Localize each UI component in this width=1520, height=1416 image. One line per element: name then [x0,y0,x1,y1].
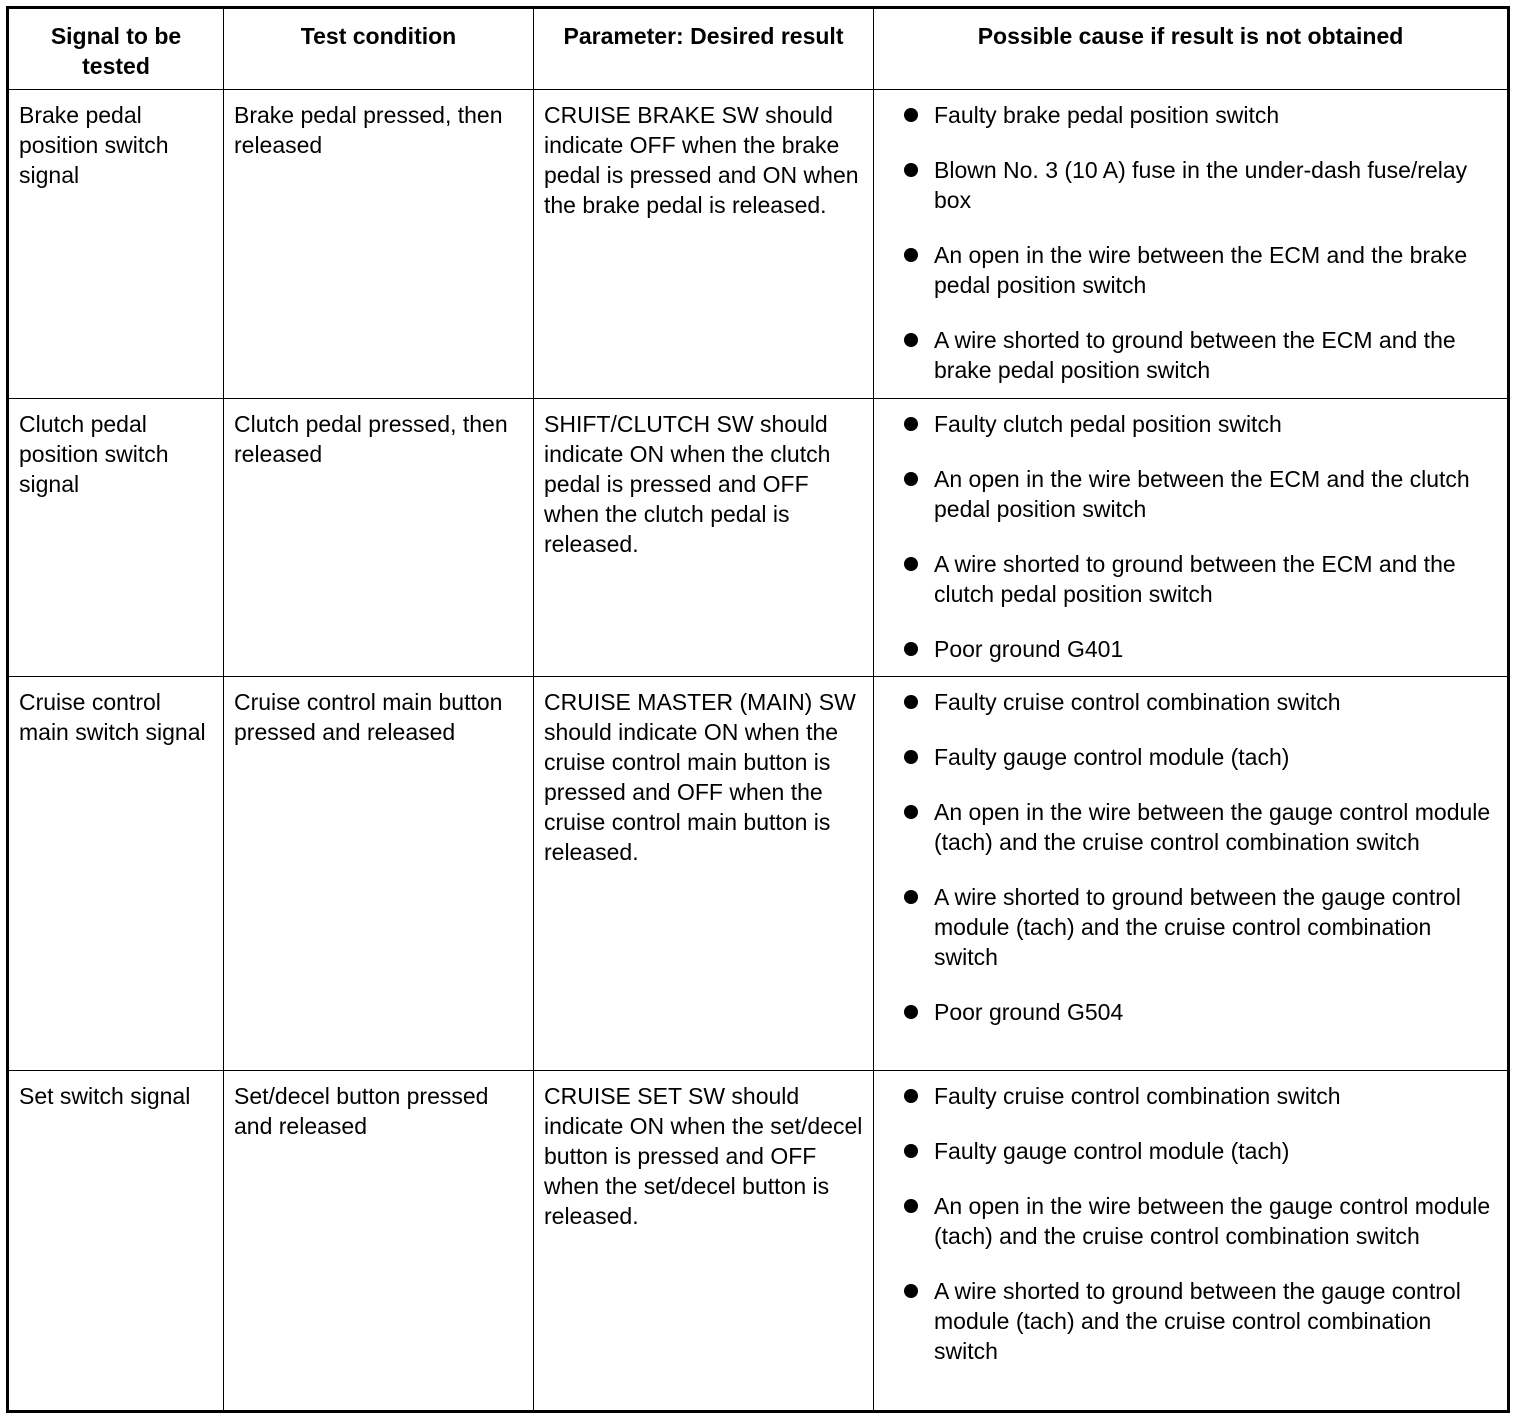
result-cell: SHIFT/CLUTCH SW should indicate ON when the clutch pedal is pressed and OFF when the clutch pedal is released. [534,399,874,677]
bullet-icon [904,557,918,571]
cause-list [884,687,1497,1027]
cause-item [884,155,1497,215]
bullet-icon [904,750,918,764]
cause-text: Poor ground G401 [934,636,1124,662]
table-header [8,8,1509,90]
causes-cell [874,399,1509,677]
bullet-icon [904,248,918,262]
cause-text: Faulty gauge control module (tach) [934,1138,1290,1164]
bullet-icon [904,108,918,122]
cause-item [884,1136,1497,1166]
bullet-icon [904,890,918,904]
cause-text: Blown No. 3 (10 A) fuse in the under-dash fuse/relay box [934,157,1468,213]
cause-list [884,409,1497,664]
cause-text: A wire shorted to ground between the gauge control module (tach) and the cruise control combination switch [934,884,1461,970]
cause-item [884,997,1497,1027]
header-row [8,8,1509,90]
result-cell: CRUISE MASTER (MAIN) SW should indicate ON when the cruise control main button is pressed and OFF when the cruise control main button is released. [534,677,874,1071]
header-desired-result: Parameter: Desired result [534,8,874,90]
troubleshooting-table [6,6,1510,1413]
cause-text: Faulty cruise control combination switch [934,689,1341,715]
cause-item [884,687,1497,717]
cause-text: An open in the wire between the gauge control module (tach) and the cruise control combination switch [934,799,1491,855]
cause-item [884,1191,1497,1251]
bullet-icon [904,1005,918,1019]
causes-cell [874,90,1509,399]
cause-item [884,100,1497,130]
bullet-icon [904,1089,918,1103]
header-signal: Signal to be tested [8,8,224,90]
cause-text: An open in the wire between the gauge control module (tach) and the cruise control combination switch [934,1193,1491,1249]
table-row [8,399,1509,677]
bullet-icon [904,1284,918,1298]
cause-text: Poor ground G504 [934,999,1124,1025]
table-row [8,677,1509,1071]
condition-cell: Brake pedal pressed, then released [224,90,534,399]
condition-cell: Cruise control main button pressed and released [224,677,534,1071]
cause-list [884,100,1497,385]
cause-item [884,797,1497,857]
bullet-icon [904,333,918,347]
cause-item [884,464,1497,524]
table-row [8,1071,1509,1412]
cause-text: A wire shorted to ground between the ECM and the brake pedal position switch [934,327,1456,383]
bullet-icon [904,805,918,819]
signal-cell: Cruise control main switch signal [8,677,224,1071]
cause-item [884,549,1497,609]
cause-text: A wire shorted to ground between the gauge control module (tach) and the cruise control combination switch [934,1278,1461,1364]
bullet-icon [904,163,918,177]
cause-item [884,742,1497,772]
result-cell: CRUISE BRAKE SW should indicate OFF when the brake pedal is pressed and ON when the brake pedal is released. [534,90,874,399]
result-cell: CRUISE SET SW should indicate ON when the set/decel button is pressed and OFF when the set/decel button is released. [534,1071,874,1412]
cause-list [884,1081,1497,1366]
cause-text: A wire shorted to ground between the ECM and the clutch pedal position switch [934,551,1456,607]
header-test-condition: Test condition [224,8,534,90]
cause-text: An open in the wire between the ECM and the clutch pedal position switch [934,466,1470,522]
signal-cell: Clutch pedal position switch signal [8,399,224,677]
signal-cell: Brake pedal position switch signal [8,90,224,399]
cause-item [884,1276,1497,1366]
cause-item [884,240,1497,300]
bullet-icon [904,642,918,656]
cause-item [884,1081,1497,1111]
condition-cell: Set/decel button pressed and released [224,1071,534,1412]
cause-text: Faulty brake pedal position switch [934,102,1280,128]
bullet-icon [904,417,918,431]
causes-cell [874,1071,1509,1412]
cause-text: Faulty cruise control combination switch [934,1083,1341,1109]
bullet-icon [904,472,918,486]
signal-cell: Set switch signal [8,1071,224,1412]
bullet-icon [904,1199,918,1213]
condition-cell: Clutch pedal pressed, then released [224,399,534,677]
cause-item [884,409,1497,439]
header-possible-cause: Possible cause if result is not obtained [874,8,1509,90]
table-body [8,90,1509,1412]
cause-text: Faulty clutch pedal position switch [934,411,1282,437]
cause-text: Faulty gauge control module (tach) [934,744,1290,770]
cause-text: An open in the wire between the ECM and the brake pedal position switch [934,242,1468,298]
bullet-icon [904,695,918,709]
cause-item [884,882,1497,972]
bullet-icon [904,1144,918,1158]
cause-item [884,325,1497,385]
table-row [8,90,1509,399]
cause-item [884,634,1497,664]
causes-cell [874,677,1509,1071]
